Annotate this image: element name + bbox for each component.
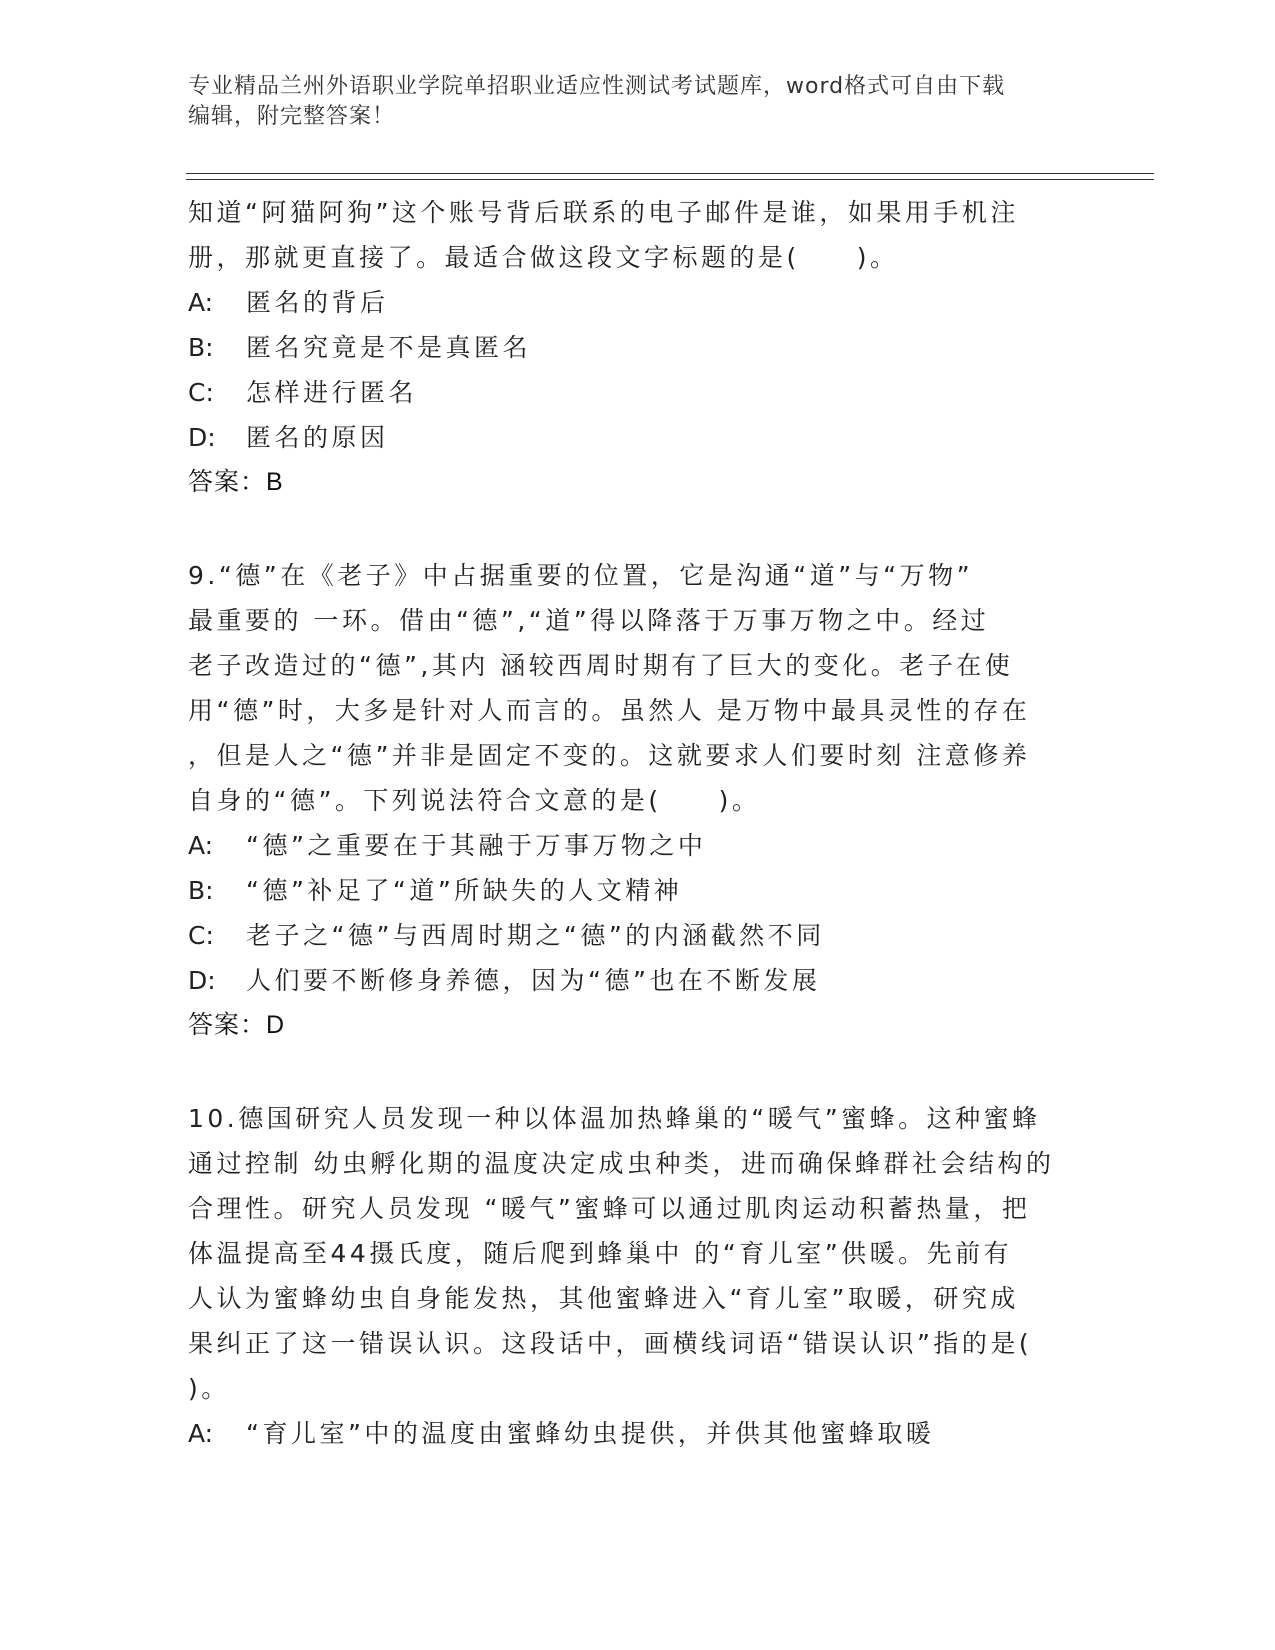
option-text: 匿名究竟是不是真匿名 — [246, 333, 532, 362]
option-key: A: — [188, 1419, 214, 1448]
document-body — [188, 190, 1088, 1456]
option-key: D: — [188, 423, 216, 452]
option-text: “育儿室”中的温度由蜜蜂幼虫提供，并供其他蜜蜂取暖 — [246, 1419, 935, 1448]
question-9-line: 老子改造过的“德”,其内 涵较西周时期有了巨大的变化。老子在使 — [188, 651, 1014, 680]
question-9-option-b — [188, 868, 1088, 913]
option-text: 人们要不断修身养德，因为“德”也在不断发展 — [246, 966, 821, 995]
question-9-line: ，但是人之“德”并非是固定不变的。这就要求人们要时刻 注意修养 — [188, 741, 1031, 770]
question-10-line: 通过控制 幼虫孵化期的温度决定成虫种类，进而确保蜂群社会结构的 — [188, 1149, 1055, 1178]
question-8-option-a — [188, 280, 1088, 325]
header-line-2: 编辑，附完整答案！ — [188, 104, 396, 129]
question-10-line: 果纠正了这一错误认识。这段话中，画横线词语“错误认识”指的是( — [188, 1329, 1033, 1358]
question-9-answer: 答案：D — [188, 1011, 286, 1039]
question-8-option-d — [188, 415, 1088, 460]
option-key: A: — [188, 288, 214, 317]
question-8-line: 册，那就更直接了。最适合做这段文字标题的是( )。 — [188, 243, 899, 272]
option-text: 怎样进行匿名 — [246, 378, 418, 407]
option-key: C: — [188, 921, 214, 950]
question-8-line: 知道“阿猫阿狗”这个账号背后联系的电子邮件是谁，如果用手机注 — [188, 198, 1019, 227]
option-key: B: — [188, 876, 214, 905]
question-9-line: 用“德”时，大多是针对人而言的。虽然人 是万物中最具灵性的存在 — [188, 696, 1031, 725]
option-text: 匿名的背后 — [246, 288, 389, 317]
question-10-option-a — [188, 1411, 1088, 1456]
option-key: D: — [188, 966, 216, 995]
question-9-line: 自身的“德”。下列说法符合文意的是( )。 — [188, 786, 761, 815]
option-text: 老子之“德”与西周时期之“德”的内涵截然不同 — [246, 921, 825, 950]
question-10-line: 体温提高至44摄氏度，随后爬到蜂巢中 的“育儿室”供暖。先前有 — [188, 1239, 1013, 1268]
question-8-option-b — [188, 325, 1088, 370]
option-text: “德”补足了“道”所缺失的人文精神 — [246, 876, 683, 905]
document-header — [188, 72, 1088, 132]
question-10-line: )。 — [188, 1374, 230, 1403]
question-9-line: 9.“德”在《老子》中占据重要的位置，它是沟通“道”与“万物” — [188, 561, 974, 590]
question-8-option-c — [188, 370, 1088, 415]
option-key: C: — [188, 378, 214, 407]
option-text: “德”之重要在于其融于万事万物之中 — [246, 831, 707, 860]
question-10-line: 合理性。研究人员发现 “暖气”蜜蜂可以通过肌肉运动积蓄热量，把 — [188, 1194, 1031, 1223]
header-line-1: 专业精品兰州外语职业学院单招职业适应性测试考试题库，word格式可自由下载 — [188, 74, 1006, 99]
option-key: A: — [188, 831, 214, 860]
option-key: B: — [188, 333, 214, 362]
question-10-line: 人认为蜜蜂幼虫自身能发热，其他蜜蜂进入“育儿室”取暖，研究成 — [188, 1284, 1019, 1313]
option-text: 匿名的原因 — [246, 423, 389, 452]
question-8-answer: 答案：B — [188, 468, 284, 496]
question-10-line: 10.德国研究人员发现一种以体温加热蜂巢的“暖气”蜜蜂。这种蜜蜂 — [188, 1104, 1041, 1133]
question-10-stem — [188, 1096, 1088, 1411]
question-8-stem — [188, 190, 1088, 280]
header-divider-top — [186, 173, 1154, 174]
question-9-stem — [188, 553, 1088, 823]
question-9-option-c — [188, 913, 1088, 958]
question-9-option-a — [188, 823, 1088, 868]
question-9-option-d — [188, 958, 1088, 1003]
header-divider-bottom — [186, 179, 1154, 180]
question-9-line: 最重要的 一环。借由“德”,“道”得以降落于万事万物之中。经过 — [188, 606, 990, 635]
